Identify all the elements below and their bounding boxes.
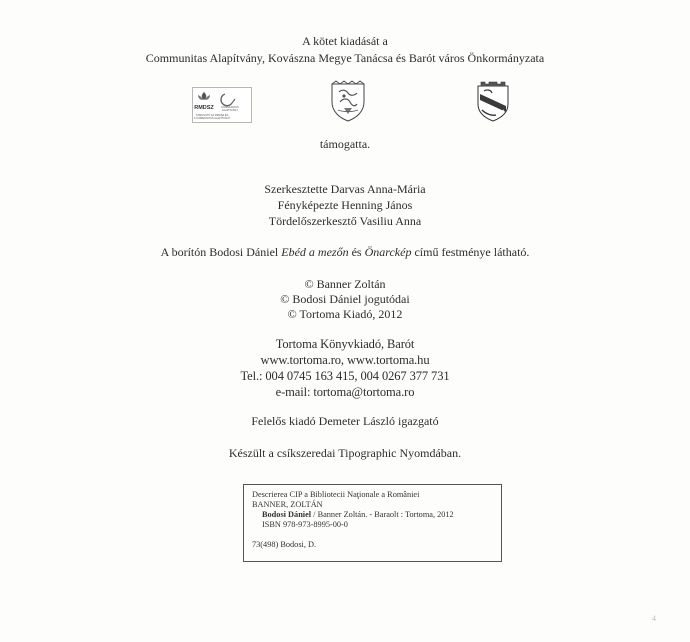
cip-udc: 73(498) Bodosi, D. xyxy=(252,540,317,549)
publisher-email: e-mail: tortoma@tortoma.ro xyxy=(275,385,415,399)
publisher-web: www.tortoma.ro, www.tortoma.hu xyxy=(260,353,430,367)
copyright-line-2: © Bodosi Dániel jogutódai xyxy=(280,292,410,306)
support-line-3: támogatta. xyxy=(319,137,371,151)
svg-text:A COMMUNITAS ALAPÍTVÁNY: A COMMUNITAS ALAPÍTVÁNY xyxy=(193,117,231,120)
covasna-county-coat-of-arms-icon xyxy=(330,80,366,127)
svg-text:ALAPÍTVÁNY: ALAPÍTVÁNY xyxy=(221,109,239,112)
barot-coat-of-arms-icon xyxy=(476,80,510,127)
cip-title-line: Bodosi Dániel / Banner Zoltán. - Baraolt : Tortoma, 2012 xyxy=(262,510,454,519)
editor-credit: Szerkesztette Darvas Anna-Mária xyxy=(264,182,426,196)
page-number: 4 xyxy=(652,614,656,623)
painting-title-2: Önarckép xyxy=(364,245,412,259)
cover-note: A borítón Bodosi Dániel Ebéd a mezőn és Önarckép című festménye látható. xyxy=(160,245,530,259)
copyright-line-1: © Banner Zoltán xyxy=(304,277,386,291)
svg-text:TÁMOGATÓ AZ RMDSZ ÉS: TÁMOGATÓ AZ RMDSZ ÉS xyxy=(195,114,229,117)
painting-title-1: Ebéd a mezőn xyxy=(281,245,349,259)
publisher-tel: Tel.: 004 0745 163 415, 004 0267 377 731 xyxy=(240,369,450,383)
cip-isbn: ISBN 978-973-8995-00-0 xyxy=(262,520,348,529)
support-line-2: Communitas Alapítvány, Kovászna Megye Tanácsa és Barót város Önkormányzata xyxy=(145,51,545,65)
cip-author: BANNER, ZOLTÁN xyxy=(252,500,323,509)
rmdsz-text: RMDSZ xyxy=(194,105,214,111)
cip-heading: Descrierea CIP a Bibliotecii Naţionale a României xyxy=(252,490,420,499)
printing-note: Készült a csíkszeredai Tipographic Nyomdában. xyxy=(228,446,462,460)
responsible-publisher: Felelős kiadó Demeter László igazgató xyxy=(251,414,439,428)
svg-text:COMMUNITAS: COMMUNITAS xyxy=(221,106,239,109)
copyright-line-3: © Tortoma Kiadó, 2012 xyxy=(287,307,403,321)
cip-box xyxy=(243,484,502,562)
support-line-1: A kötet kiadását a xyxy=(302,34,388,48)
rmdsz-communitas-logo xyxy=(192,87,252,128)
typesetter-credit: Tördelőszerkesztő Vasiliu Anna xyxy=(268,214,422,228)
publisher-name: Tortoma Könyvkiadó, Barót xyxy=(275,337,415,351)
photographer-credit: Fényképezte Henning János xyxy=(277,198,413,212)
